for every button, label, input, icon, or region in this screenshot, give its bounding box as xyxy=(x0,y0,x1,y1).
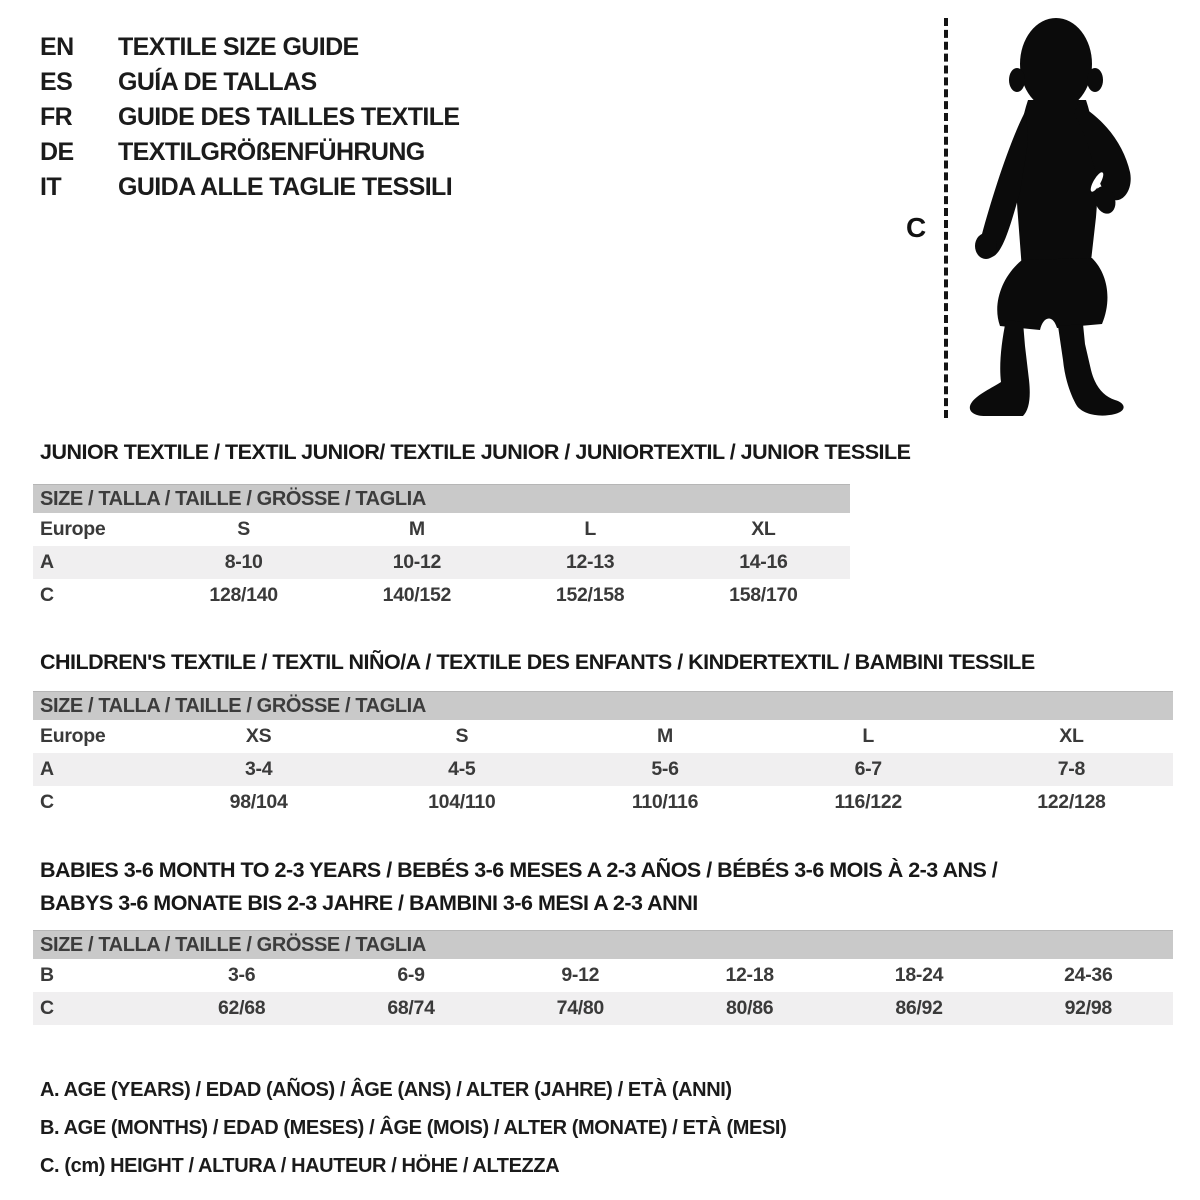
lang-row-it xyxy=(40,170,460,205)
table-title: CHILDREN'S TEXTILE / TEXTIL NIÑO/A / TEXTILE DES ENFANTS / KINDERTEXTIL / BAMBINI TESSILE xyxy=(40,650,1035,674)
size-cell: 18-24 xyxy=(894,964,944,986)
row-label: C xyxy=(40,791,54,813)
row-label: C xyxy=(40,584,54,606)
size-cell: 80/86 xyxy=(725,997,774,1019)
table-title: JUNIOR TEXTILE / TEXTIL JUNIOR/ TEXTILE JUNIOR / JUNIORTEXTIL / JUNIOR TESSILE xyxy=(40,440,911,464)
size-cell: 9-12 xyxy=(561,964,600,986)
table-row xyxy=(33,959,1173,992)
size-cell: 98/104 xyxy=(229,791,288,813)
language-header xyxy=(40,30,460,205)
guide-title-it: GUIDA ALLE TAGLIE TESSILI xyxy=(118,173,453,201)
size-cell: 116/122 xyxy=(834,791,902,813)
row-label: B xyxy=(40,964,54,986)
legend-age-months: B. AGE (MONTHS) / EDAD (MESES) / ÂGE (MOIS) / ALTER (MONATE) / ETÀ (MESI) xyxy=(40,1117,787,1139)
size-cell: 110/116 xyxy=(631,791,699,813)
table-row xyxy=(33,786,1173,819)
size-cell: M xyxy=(408,518,425,540)
guide-title-fr: GUIDE DES TAILLES TEXTILE xyxy=(118,103,460,131)
size-cell: 7-8 xyxy=(1057,758,1086,780)
babies-textile-table xyxy=(33,854,1173,1025)
size-cell: 92/98 xyxy=(1064,997,1112,1019)
size-cell: 4-5 xyxy=(448,758,476,780)
size-cell: 6-9 xyxy=(397,964,425,986)
lang-row-de xyxy=(40,135,460,170)
guide-title-de: TEXTILGRÖßENFÜHRUNG xyxy=(118,138,425,166)
size-cell: 86/92 xyxy=(895,997,943,1019)
size-cell: L xyxy=(584,518,596,540)
row-label: Europe xyxy=(40,518,106,540)
table-title: BABIES 3-6 MONTH TO 2-3 YEARS / BEBÉS 3-6 MESES A 2-3 AÑOS / BÉBÉS 3-6 MOIS À 2-3 ANS / xyxy=(40,858,998,882)
size-cell: 3-4 xyxy=(244,758,273,780)
table-row xyxy=(33,753,1173,786)
legend-height-cm: C. (cm) HEIGHT / ALTURA / HAUTEUR / HÖHE / ALTEZZA xyxy=(40,1155,560,1177)
size-header-bar: SIZE / TALLA / TAILLE / GRÖSSE / TAGLIA xyxy=(33,484,850,513)
size-cell: 74/80 xyxy=(556,997,604,1019)
size-cell: 140/152 xyxy=(382,584,452,606)
row-label: A xyxy=(40,758,54,780)
lang-row-es xyxy=(40,65,460,100)
table-row xyxy=(33,579,850,612)
size-cell: M xyxy=(657,725,673,747)
lang-row-en xyxy=(40,30,460,65)
lang-code-fr: FR xyxy=(40,103,73,131)
size-cell: 62/68 xyxy=(218,997,266,1019)
size-cell: 12-13 xyxy=(565,551,615,573)
size-cell: 68/74 xyxy=(387,997,435,1019)
size-cell: 152/158 xyxy=(555,584,625,606)
size-cell: 3-6 xyxy=(228,964,256,986)
row-label: A xyxy=(40,551,54,573)
table-row xyxy=(33,720,1173,753)
size-cell: 122/128 xyxy=(1037,791,1106,813)
size-cell: 158/170 xyxy=(729,584,798,606)
guide-title-es: GUÍA DE TALLAS xyxy=(118,68,317,96)
children-textile-table xyxy=(33,646,1173,819)
size-header-bar: SIZE / TALLA / TAILLE / GRÖSSE / TAGLIA xyxy=(33,691,1173,720)
size-cell: 14-16 xyxy=(739,551,788,573)
height-measure-label: C xyxy=(906,212,927,243)
size-header-bar: SIZE / TALLA / TAILLE / GRÖSSE / TAGLIA xyxy=(33,930,1173,959)
size-cell: S xyxy=(237,518,250,540)
size-cell: 24-36 xyxy=(1064,964,1113,986)
size-cell: 5-6 xyxy=(651,758,679,780)
legend-age-years: A. AGE (YEARS) / EDAD (AÑOS) / ÂGE (ANS) / ALTER (JAHRE) / ETÀ (ANNI) xyxy=(40,1079,732,1101)
height-figure xyxy=(898,10,1158,428)
table-row xyxy=(33,513,850,546)
height-measure-dashed-line xyxy=(944,18,948,418)
row-label: Europe xyxy=(40,725,106,747)
size-cell: XL xyxy=(1059,725,1084,747)
table-row xyxy=(33,992,1173,1025)
lang-code-de: DE xyxy=(40,138,74,166)
toddler-silhouette-image xyxy=(964,12,1140,422)
size-cell: 8-10 xyxy=(224,551,263,573)
table-row xyxy=(33,546,850,579)
size-cell: 10-12 xyxy=(392,551,442,573)
measurement-legend xyxy=(33,1071,1173,1185)
size-cell: 12-18 xyxy=(725,964,774,986)
size-tables-section xyxy=(33,436,1173,1185)
size-cell: L xyxy=(862,725,875,747)
size-cell: 6-7 xyxy=(854,758,882,780)
size-cell: S xyxy=(455,725,469,747)
guide-title-en: TEXTILE SIZE GUIDE xyxy=(118,33,359,61)
lang-row-fr xyxy=(40,100,460,135)
lang-code-it: IT xyxy=(40,173,62,201)
lang-code-es: ES xyxy=(40,68,73,96)
size-cell: XL xyxy=(751,518,776,540)
size-cell: 104/110 xyxy=(428,791,496,813)
lang-code-en: EN xyxy=(40,33,74,61)
table-title: BABYS 3-6 MONATE BIS 2-3 JAHRE / BAMBINI 3-6 MESI A 2-3 ANNI xyxy=(40,891,698,915)
row-label: C xyxy=(40,997,54,1019)
junior-textile-table xyxy=(33,436,911,612)
size-cell: XS xyxy=(245,725,272,747)
size-cell: 128/140 xyxy=(209,584,278,606)
